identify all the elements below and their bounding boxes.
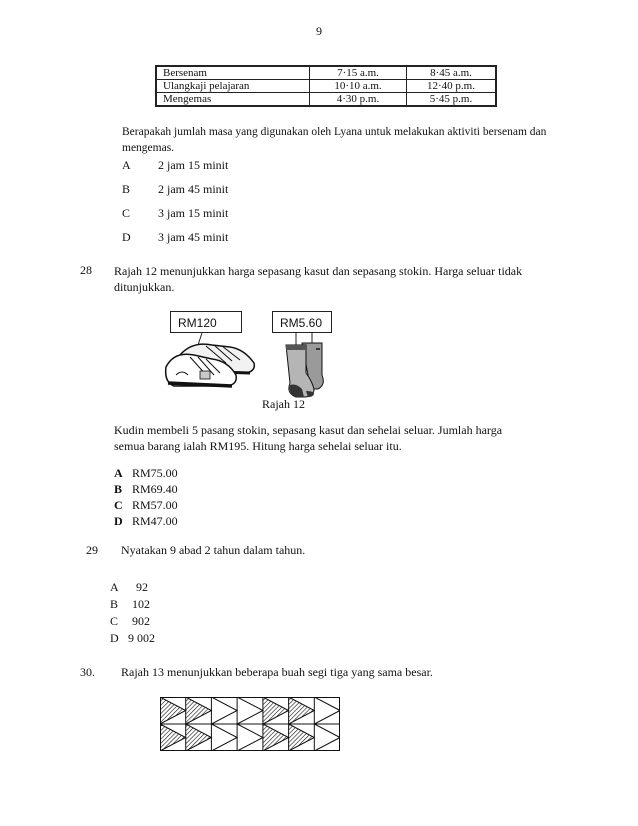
q28-stem-line: Rajah 12 menunjukkan harga sepasang kasut dan sepasang stokin. Harga seluar tidak (114, 264, 523, 278)
option-d[interactable] (114, 514, 178, 530)
option-b[interactable] (114, 482, 178, 498)
option-text: 2 jam 45 minit (158, 182, 229, 196)
option-key: A (122, 158, 131, 172)
triangle-grid-figure (160, 697, 340, 751)
activity-time-table (155, 65, 497, 107)
table-row (156, 80, 496, 93)
page-number: 9 (316, 24, 322, 38)
q28-body-line: semua barang ialah RM195. Hitung harga sehelai seluar itu. (114, 439, 402, 453)
option-text: RM75.00 (132, 466, 178, 480)
option-key: C (110, 614, 119, 628)
option-text: RM47.00 (132, 514, 178, 528)
option-a[interactable] (114, 466, 178, 482)
shaded-triangle (263, 697, 289, 724)
option-text: 102 (132, 597, 150, 611)
q27-stem-line: Berapakah jumlah masa yang digunakan oleh Lyana untuk melakukan aktiviti bersenam dan (122, 126, 547, 138)
option-d[interactable] (122, 230, 228, 254)
q27-stem (122, 124, 562, 156)
shaded-triangle (186, 724, 212, 751)
q28-options (114, 466, 178, 530)
table-cell-start: 4·30 p.m. (310, 93, 407, 107)
q28-body (114, 422, 574, 454)
table-cell-end: 5·45 p.m. (407, 93, 497, 107)
option-text: RM69.40 (132, 482, 178, 496)
table-cell-end: 12·40 p.m. (407, 80, 497, 93)
table-cell-start: 7·15 a.m. (310, 66, 407, 80)
price-tag-shoes: RM120 (170, 311, 242, 333)
option-key: A (110, 580, 119, 594)
option-key: D (110, 631, 119, 645)
option-key: D (122, 230, 131, 244)
q29-options (110, 580, 155, 648)
q28-stem (114, 263, 574, 295)
option-text: RM57.00 (132, 498, 178, 512)
shoes-image (160, 333, 260, 391)
q30-stem: Rajah 13 menunjukkan beberapa buah segi tiga yang sama besar. (121, 665, 433, 679)
table-cell-activity: Bersenam (156, 66, 310, 80)
q29-number: 29 (86, 543, 98, 557)
figure-caption-rajah-12: Rajah 12 (262, 397, 305, 411)
shaded-triangle (160, 697, 186, 724)
option-key: B (110, 597, 119, 611)
shaded-triangle (263, 724, 289, 751)
option-key: C (122, 206, 131, 220)
option-a[interactable] (122, 158, 228, 182)
table-cell-activity: Mengemas (156, 93, 310, 107)
option-d[interactable] (110, 631, 155, 648)
table-row (156, 93, 496, 107)
q28-body-line: Kudin membeli 5 pasang stokin, sepasang kasut dan sehelai seluar. Jumlah harga (114, 423, 503, 437)
option-c[interactable] (122, 206, 228, 230)
q29-stem: Nyatakan 9 abad 2 tahun dalam tahun. (121, 543, 306, 557)
socks-image (282, 333, 332, 399)
option-key: B (122, 182, 131, 196)
option-key: C (114, 498, 123, 512)
q30-number: 30. (80, 665, 95, 679)
shaded-triangle (160, 724, 186, 751)
shaded-triangle (186, 697, 212, 724)
option-c[interactable] (110, 614, 155, 631)
table-cell-end: 8·45 a.m. (407, 66, 497, 80)
option-text: 2 jam 15 minit (158, 158, 229, 172)
q28-number: 28 (80, 263, 92, 277)
option-key: A (114, 466, 123, 480)
option-text: 3 jam 45 minit (158, 230, 229, 244)
option-text: 9 002 (128, 631, 155, 645)
shaded-triangle (289, 697, 315, 724)
option-text: 92 (136, 580, 148, 594)
option-key: D (114, 514, 123, 528)
price-tag-socks: RM5.60 (272, 311, 332, 333)
option-c[interactable] (114, 498, 178, 514)
option-a[interactable] (110, 580, 155, 597)
option-key: B (114, 482, 123, 496)
q28-stem-line: ditunjukkan. (114, 280, 175, 294)
q27-options (122, 158, 228, 254)
option-text: 902 (132, 614, 150, 628)
option-text: 3 jam 15 minit (158, 206, 229, 220)
option-b[interactable] (122, 182, 228, 206)
table-cell-start: 10·10 a.m. (310, 80, 407, 93)
option-b[interactable] (110, 597, 155, 614)
table-row (156, 66, 496, 80)
q27-stem-line: mengemas. (122, 142, 175, 154)
shaded-triangle (289, 724, 315, 751)
table-cell-activity: Ulangkaji pelajaran (156, 80, 310, 93)
